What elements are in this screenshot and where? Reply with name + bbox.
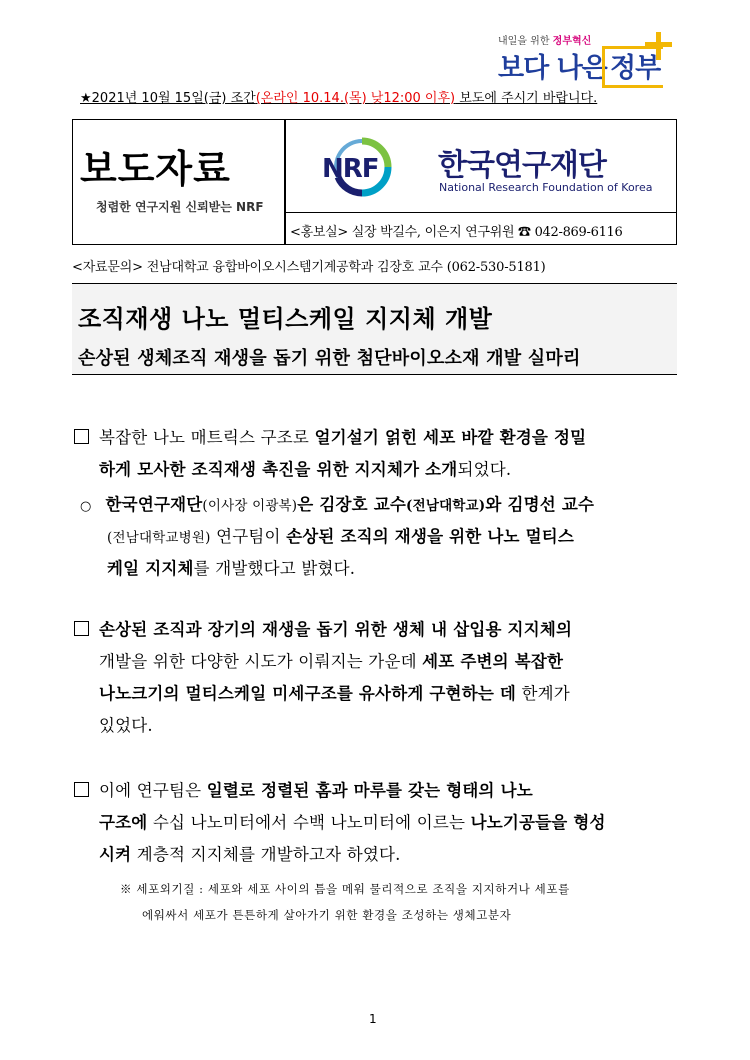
page-number: 1: [369, 1012, 377, 1026]
header-divider: [284, 119, 286, 245]
paragraph-2-line-1: [74, 614, 572, 646]
embargo-notice: [80, 87, 680, 106]
p2-text-e: 한계가: [516, 684, 570, 703]
p1-text-b: 얼기설기 얽힌 세포 바깥 환경을 정밀: [314, 428, 587, 447]
slogan-small: [498, 32, 591, 47]
footnote: [120, 876, 570, 928]
p2-text-b: 개발을 위한 다양한 시도가 이뤄지는 가운데: [99, 652, 423, 671]
p3-text-b: 일렬로 정렬된 홈과 마루를 갖는 형태의 나노: [206, 781, 533, 800]
sub-text-a: 한국연구재단: [105, 495, 203, 514]
p1-text-a: 복잡한 나노 매트릭스 구조로: [99, 428, 315, 447]
slogan-small-prefix: 내일을 위한: [498, 36, 550, 47]
p2-text-c: 세포 주변의 복잡한: [422, 652, 564, 671]
embargo-suffix: 보도에 주시기 바랍니다.: [455, 91, 598, 106]
checkbox-bullet-icon: [74, 782, 89, 797]
p3-text-c: 구조에: [99, 813, 148, 832]
sub-text-b: (이사장 이광복): [202, 498, 298, 514]
paragraph-2-line-2: [99, 646, 563, 678]
slogan-small-highlight: 정부혁신: [552, 36, 592, 47]
footnote-line-2: 에워싸서 세포가 튼튼하게 살아가기 위한 환경을 조성하는 생체고분자: [142, 908, 512, 922]
pr-office-contact: <홍보실> 실장 박길수, 이은지 연구위원 ☎ 042-869-6116: [290, 225, 623, 240]
checkbox-bullet-icon: [74, 429, 89, 444]
sub-title: 손상된 생체조직 재생을 돕기 위한 첨단바이오소재 개발 실마리: [78, 348, 581, 369]
paragraph-2-line-4: 있었다.: [99, 716, 153, 735]
p3-text-f: 시켜: [99, 845, 132, 864]
paragraph-1-line-2: [99, 454, 511, 486]
p1-text-c: 하게 모사한 조직재생 촉진을 위한 지지체가 소개: [99, 460, 458, 479]
press-motto: 청렴한 연구지원 신뢰받는 NRF: [96, 200, 264, 214]
paragraph-3-line-2: [99, 807, 606, 839]
embargo-prefix: ★2021년 10월 15일(금) 조간: [80, 91, 256, 106]
p1-text-d: 되었다.: [457, 460, 512, 479]
p2-text-d: 나노크기의 멀티스케일 미세구조를 유사하게 구현하는 데: [99, 684, 517, 703]
sub-text-d: (전남대학교): [406, 498, 486, 514]
sub-paragraph-line-3: [107, 553, 355, 585]
sub-text-e: 와 김명선 교수: [485, 495, 595, 514]
nrf-name-english: National Research Foundation of Korea: [439, 181, 653, 194]
p3-text-a: 이에 연구팀은: [99, 781, 207, 800]
footnote-line-1: ※ 세포외기질 : 세포와 세포 사이의 틈을 메워 물리적으로 조직을 지지하거나 세포를: [120, 882, 570, 896]
sub-text-j: 를 개발했다고 밝혔다.: [193, 559, 356, 578]
main-title: 조직재생 나노 멀티스케일 지지체 개발: [78, 305, 493, 333]
sub-text-c: 은 김장호 교수: [297, 495, 406, 514]
slogan-logo: [488, 26, 688, 90]
paragraph-2-line-3: [99, 678, 570, 710]
sub-text-i: 케일 지지체: [107, 559, 194, 578]
slogan-big-right: 정부: [610, 53, 661, 84]
sub-text-g: 연구팀이: [210, 527, 287, 546]
sub-paragraph-line-2: [107, 521, 574, 554]
slogan-big-left: 보다 나은: [498, 53, 607, 84]
header-hline: [284, 212, 677, 213]
circle-bullet-icon: ○: [80, 499, 92, 514]
nrf-name-korean: 한국연구재단: [438, 148, 606, 183]
embargo-online-time: (온라인 10.14.(목) 낮12:00 이후): [255, 91, 456, 106]
paragraph-3-line-3: [99, 839, 401, 871]
inquiry-contact: <자료문의> 전남대학교 융합바이오시스템기계공학과 김장호 교수 (062-530-5181): [72, 260, 546, 275]
paragraph-1-line-1: [74, 422, 586, 454]
p3-text-e: 나노기공들을 형성: [470, 813, 606, 832]
checkbox-bullet-icon: [74, 621, 89, 636]
p3-text-d: 수십 나노미터에서 수백 나노미터에 이르는: [147, 813, 471, 832]
nrf-logo-text: NRF: [322, 154, 379, 184]
press-release-title: 보도자료: [80, 147, 231, 191]
sub-text-h: 손상된 조직의 재생을 위한 나노 멀티스: [286, 527, 575, 546]
p2-text-a: 손상된 조직과 장기의 재생을 돕기 위한 생체 내 삽입용 지지체의: [99, 620, 573, 639]
p3-text-g: 계층적 지지체를 개발하고자 하였다.: [131, 845, 401, 864]
sub-text-f: (전남대학교병원): [107, 530, 211, 546]
paragraph-3-line-1: [74, 775, 533, 807]
sub-paragraph-line-1: [80, 489, 594, 523]
